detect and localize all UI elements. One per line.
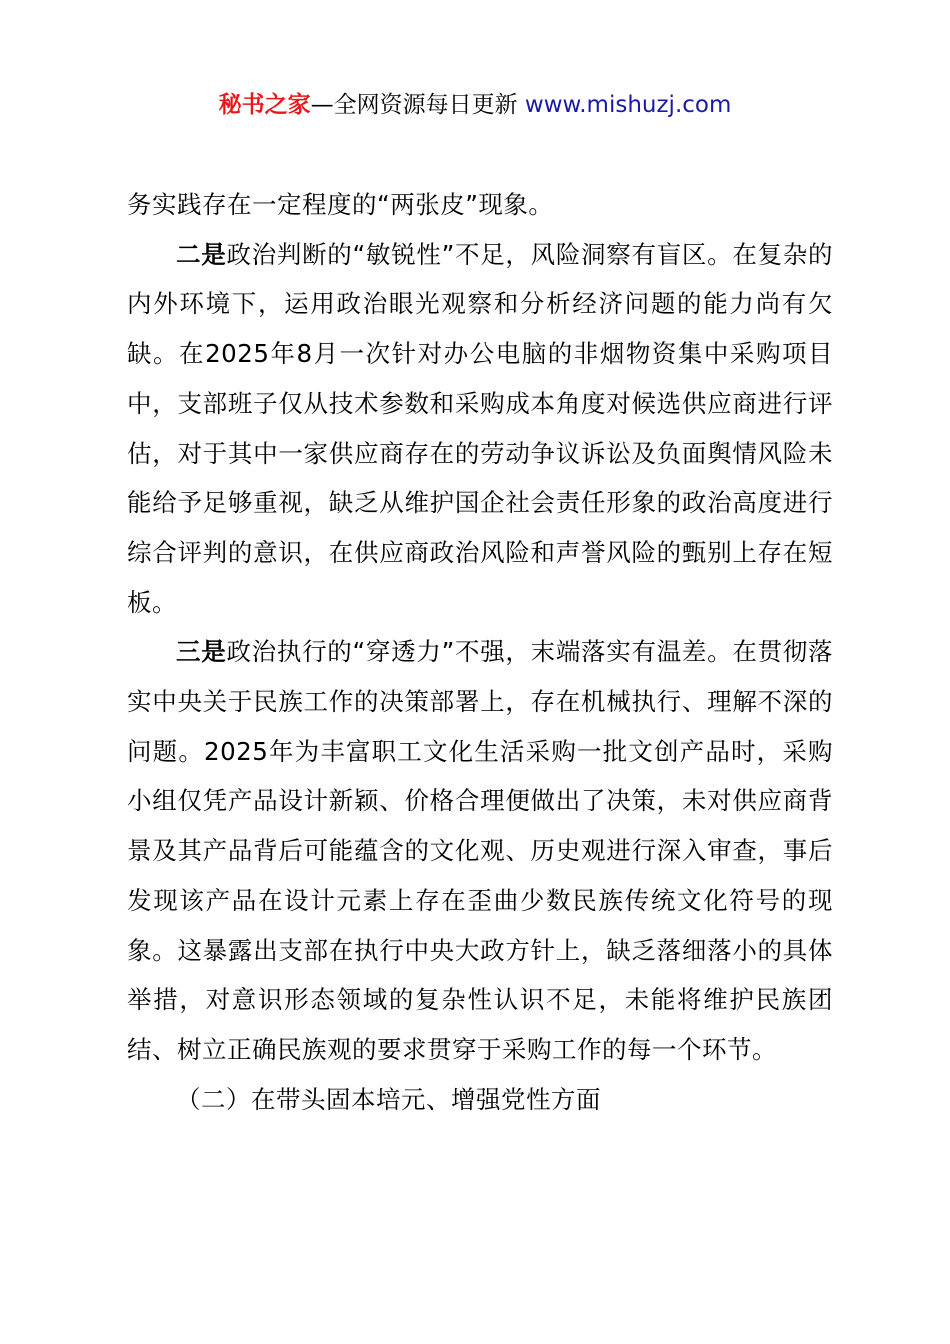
document-body xyxy=(127,180,833,1124)
site-brand: 秘书之家 xyxy=(218,92,311,118)
site-url-link[interactable]: www.mishuzj.com xyxy=(524,92,732,118)
site-header xyxy=(0,88,950,122)
site-tagline: —全网资源每日更新 xyxy=(310,92,525,118)
paragraph-text: 政治执行的“穿透力”不强，末端落实有温差。在贯彻落实中央关于民族工作的决策部署上，存在机械执行、理解不深的问题。2025年为丰富职工文化生活采购一批文创产品时，采购小组仅凭产品设计新颖、价格合理便做出了决策，未对供应商背景及其产品背后可能蕴含的文化观、历史观进行深入审查，事后发现该产品在设计元素上存在歪曲少数民族传统文化符号的现象。这暴露出支部在执行中央大政方针上，缺乏落细落小的具体举措，对意识形态领域的复杂性认识不足，未能将维护民族团结、树立正确民族观的要求贯穿于采购工作的每一个环节。 xyxy=(127,637,833,1064)
section-subheading: （二）在带头固本培元、增强党性方面 xyxy=(176,1084,601,1114)
paragraph-lead: 二是 xyxy=(176,239,227,269)
paragraph-lead: 三是 xyxy=(176,637,227,667)
paragraph-text: 务实践存在一定程度的“两张皮”现象。 xyxy=(127,190,554,219)
paragraph-point-three xyxy=(127,627,833,1074)
paragraph-continuation xyxy=(127,180,833,230)
paragraph-text: 政治判断的“敏锐性”不足，风险洞察有盲区。在复杂的内外环境下，运用政治眼光观察和分析经济问题的能力尚有欠缺。在2025年8月一次针对办公电脑的非烟物资集中采购项目中，支部班子仅从技术参数和采购成本角度对候选供应商进行评估，对于其中一家供应商存在的劳动争议诉讼及负面舆情风险未能给予足够重视，缺乏从维护国企社会责任形象的政治高度进行综合评判的意识，在供应商政治风险和声誉风险的甄别上存在短板。 xyxy=(127,239,833,617)
paragraph-point-two xyxy=(127,230,833,628)
